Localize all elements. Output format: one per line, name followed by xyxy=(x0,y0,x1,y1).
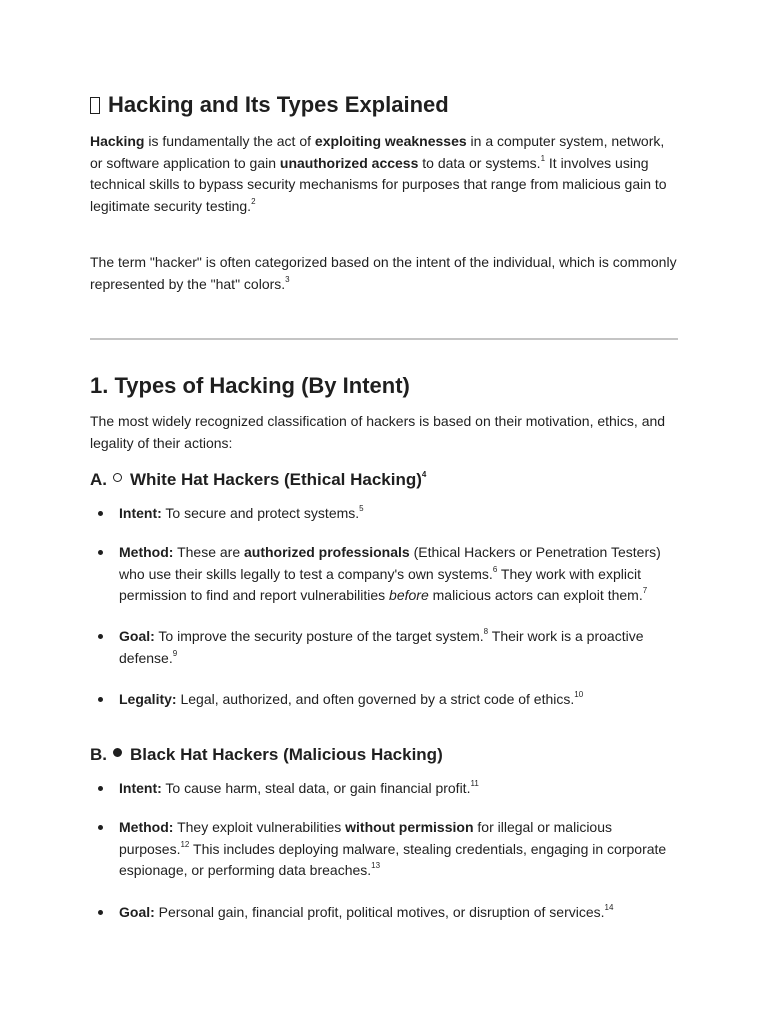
bullet-icon xyxy=(98,786,103,791)
footnote-ref: 4 xyxy=(421,470,427,480)
footnote-ref: 8 xyxy=(483,627,489,637)
hacking-term: Hacking xyxy=(90,133,145,149)
footnote-ref: 11 xyxy=(470,779,479,789)
footnote-ref: 5 xyxy=(359,504,364,514)
bullet-icon xyxy=(98,634,103,639)
section-heading: 1. Types of Hacking (By Intent) xyxy=(90,373,410,398)
bullet-icon xyxy=(98,910,103,915)
section-intro-paragraph: The most widely recognized classification of hackers is based on their motivation, ethics, and legality of their actions: xyxy=(90,413,666,451)
footnote-ref: 9 xyxy=(172,648,178,658)
footnote-ref: 13 xyxy=(371,861,381,871)
section-divider xyxy=(90,338,678,340)
unauthorized-access-term: unauthorized access xyxy=(279,154,419,171)
footnote-ref: 2 xyxy=(251,196,256,206)
bullet-icon xyxy=(98,511,103,516)
list-item: Method: They exploit vulnerabilities without permission for illegal or malicious purposes.$^{12}$ This includes deploying malware, stealing credentials, engaging in corporate espionage, or performing data breaches.$^{13}$ xyxy=(90,817,680,882)
list-item: Intent: To secure and protect systems.$^5$ xyxy=(90,503,680,525)
document-title-text: Hacking and Its Types Explained xyxy=(108,92,449,117)
footnote-ref: 14 xyxy=(604,903,614,913)
intro-paragraph: Hacking is fundamentally the act of exploiting weaknesses in a computer system, network, or software application to gain unauthorized access to data or systems.$^1$ It involves using technical skills to bypass security mechanisms for purposes that range from malicious gain to legitimate security testing.$^2$ xyxy=(90,133,667,214)
footnote-ref: 10 xyxy=(574,690,584,700)
footnote-ref: 12 xyxy=(180,839,190,849)
bullet-icon xyxy=(98,697,103,702)
footnote-ref: 3 xyxy=(285,274,290,284)
white-circle-icon xyxy=(113,473,122,482)
white-hat-heading: A. White Hat Hackers (Ethical Hacking)$^4$ xyxy=(90,470,427,489)
document-title xyxy=(90,92,449,118)
exploiting-weaknesses-term: exploiting weaknesses xyxy=(314,133,467,149)
list-item: Intent: To cause harm, steal data, or gain financial profit.$^{11}$ xyxy=(90,778,680,800)
list-item: Legality: Legal, authorized, and often governed by a strict code of ethics.$^{10}$ xyxy=(90,689,680,711)
missing-glyph-icon xyxy=(90,97,100,114)
black-hat-heading: B. Black Hat Hackers (Malicious Hacking) xyxy=(90,745,443,764)
footnote-ref: 7 xyxy=(642,586,648,596)
bullet-icon xyxy=(98,550,103,555)
black-circle-icon xyxy=(113,748,122,757)
list-item: Goal: Personal gain, financial profit, political motives, or disruption of services.$^{14}$ xyxy=(90,902,680,924)
list-item: Goal: To improve the security posture of the target system.$^8$ Their work is a proactive defense.$^9$ xyxy=(90,626,680,669)
footnote-ref: 1 xyxy=(540,153,546,163)
footnote-ref: 6 xyxy=(492,564,498,574)
hat-colors-paragraph: The term "hacker" is often categorized based on the intent of the individual, which is commonly represented by the "hat" colors.$^3$ xyxy=(90,254,677,292)
list-item: Method: These are authorized professionals (Ethical Hackers or Penetration Testers) who use their skills legally to test a company's own systems.$^6$ They work with explicit permission to find and report vulnerabilities before malicious actors can exploit them.$^7$ xyxy=(90,542,680,607)
bullet-icon xyxy=(98,825,103,830)
